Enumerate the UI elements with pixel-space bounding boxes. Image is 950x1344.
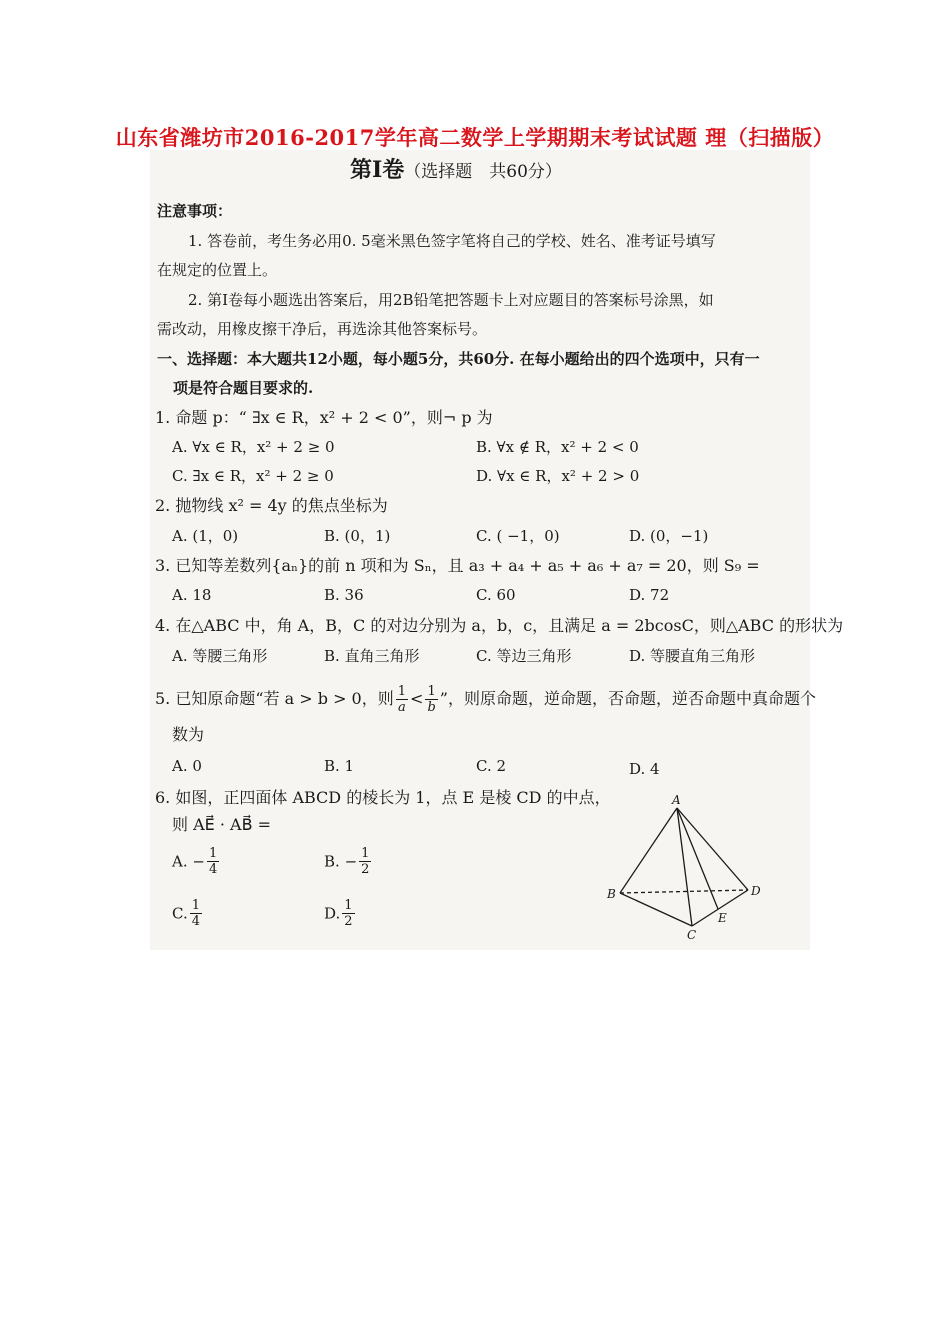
vertex-label-b: B [607,887,616,901]
note-line-4: 需改动，用橡皮擦干净后，再选涂其他答案标号。 [157,320,488,338]
option-label: B. [324,852,340,871]
note-line-3: 2. 第Ⅰ卷每小题选出答案后，用2B铅笔把答题卡上对应题目的答案标号涂黑，如 [188,291,714,309]
part-heading-line-1: 一、选择题：本大题共12小题，每小题5分，共60分. 在每小题给出的四个选项中，只有一 [157,350,760,368]
question-6-option-d [324,898,357,929]
question-4-option-a: A. 等腰三角形 [172,647,268,665]
frac-denominator: 4 [191,914,200,929]
question-4-option-c: C. 等边三角形 [476,647,572,665]
frac-denominator: b [427,700,436,715]
question-5-option-a: A. 0 [172,757,202,775]
question-1-option-a: A. ∀x ∈ R，x² + 2 ≥ 0 [172,438,335,456]
option-sign: − [192,852,205,871]
question-6-option-c [172,898,204,929]
frac-denominator: 4 [208,862,218,877]
frac-denominator: a [398,700,406,715]
question-4-option-b: B. 直角三角形 [324,647,420,665]
section-title [350,157,562,183]
question-5-option-d: D. 4 [629,760,660,778]
vertex-label-d: D [751,884,761,898]
question-3-option-a: A. 18 [172,586,212,604]
vertex-label-c: C [687,928,697,942]
question-2-option-b: B. (0，1) [324,527,391,545]
part-heading-line-2: 项是符合题目要求的. [173,379,314,397]
question-6-stem: 6. 如图，正四面体 ABCD 的棱长为 1，点 E 是棱 CD 的中点， [155,788,611,807]
question-6-option-a [172,846,221,877]
frac-numerator: 1 [425,684,437,700]
question-2-option-a: A. (1，0) [172,527,239,545]
note-line-2: 在规定的位置上。 [157,261,278,279]
question-3-option-d: D. 72 [629,586,670,604]
tetrahedron-figure [600,792,770,942]
question-5-option-c: C. 2 [476,757,507,775]
frac-numerator: 1 [208,846,218,861]
note-line-1: 1. 答卷前，考生务必用0. 5毫米黑色签字笔将自己的学校、姓名、准考证号填写 [188,232,716,250]
question-3-stem: 3. 已知等差数列{aₙ}的前 n 项和为 Sₙ，且 a₃ + a₄ + a₅ + a₆ + a₇ = 20，则 S₉ = [155,556,760,575]
option-sign: − [344,852,358,871]
question-1-stem: 1. 命题 p：“ ∃x ∈ R，x² + 2 < 0”，则¬ p 为 [155,408,493,427]
question-2-option-d: D. (0，−1) [629,527,709,545]
question-4-option-d: D. 等腰直角三角形 [629,647,756,665]
question-5-frac-left [396,684,408,715]
question-6-option-b [324,846,373,877]
frac-numerator: 1 [344,898,353,913]
question-5-frac-right [425,684,437,715]
question-1-option-b: B. ∀x ∉ R，x² + 2 < 0 [476,438,639,456]
option-fraction [342,898,354,929]
option-label: A. [172,852,188,871]
question-4-stem: 4. 在△ABC 中，角 A，B，C 的对边分别为 a，b，c，且满足 a = 2bcosC，则△ABC 的形状为 [155,616,844,635]
option-label: C. [172,904,188,923]
question-2-option-c: C. ( −1，0) [476,527,560,545]
section-title-main: 第Ⅰ卷 [350,157,405,183]
edge-ad [677,808,748,890]
frac-numerator: 1 [191,898,200,913]
question-1-option-d: D. ∀x ∈ R，x² + 2 > 0 [476,467,640,485]
notes-heading: 注意事项： [157,202,233,220]
question-3-option-c: C. 60 [476,586,516,604]
question-5-stem-line-2: 数为 [172,725,205,744]
question-2-stem: 2. 抛物线 x² = 4y 的焦点坐标为 [155,496,388,515]
question-1-option-c: C. ∃x ∈ R，x² + 2 ≥ 0 [172,467,334,485]
question-5-stem-after: ”，则原命题，逆命题，否命题，逆否命题中真命题个 [439,689,816,708]
option-label: D. [324,904,341,923]
option-fraction [190,898,202,929]
question-5-stem-before: 5. 已知原命题“若 a > b > 0，则 [155,689,394,708]
vertex-label-a: A [672,793,681,807]
question-5-stem-middle: < [410,689,424,708]
frac-numerator: 1 [361,846,370,861]
question-5-stem [155,684,816,715]
question-6-stem-line-2: 则 AE⃗ · AB⃗ = [172,815,272,834]
document-title: 山东省潍坊市2016-2017学年高二数学上学期期末考试试题 理（扫描版） [115,125,835,150]
section-subtitle: （选择题 共60分） [404,162,562,182]
frac-denominator: 2 [344,914,353,929]
frac-numerator: 1 [397,684,407,699]
question-3-option-b: B. 36 [324,586,364,604]
option-fraction [359,846,371,877]
question-5-option-b: B. 1 [324,757,355,775]
frac-denominator: 2 [361,862,370,877]
option-fraction [207,846,219,877]
edge-bc [620,893,692,926]
edge-bd-hidden [620,890,748,893]
edge-ab [620,808,677,893]
point-label-e: E [718,911,727,925]
